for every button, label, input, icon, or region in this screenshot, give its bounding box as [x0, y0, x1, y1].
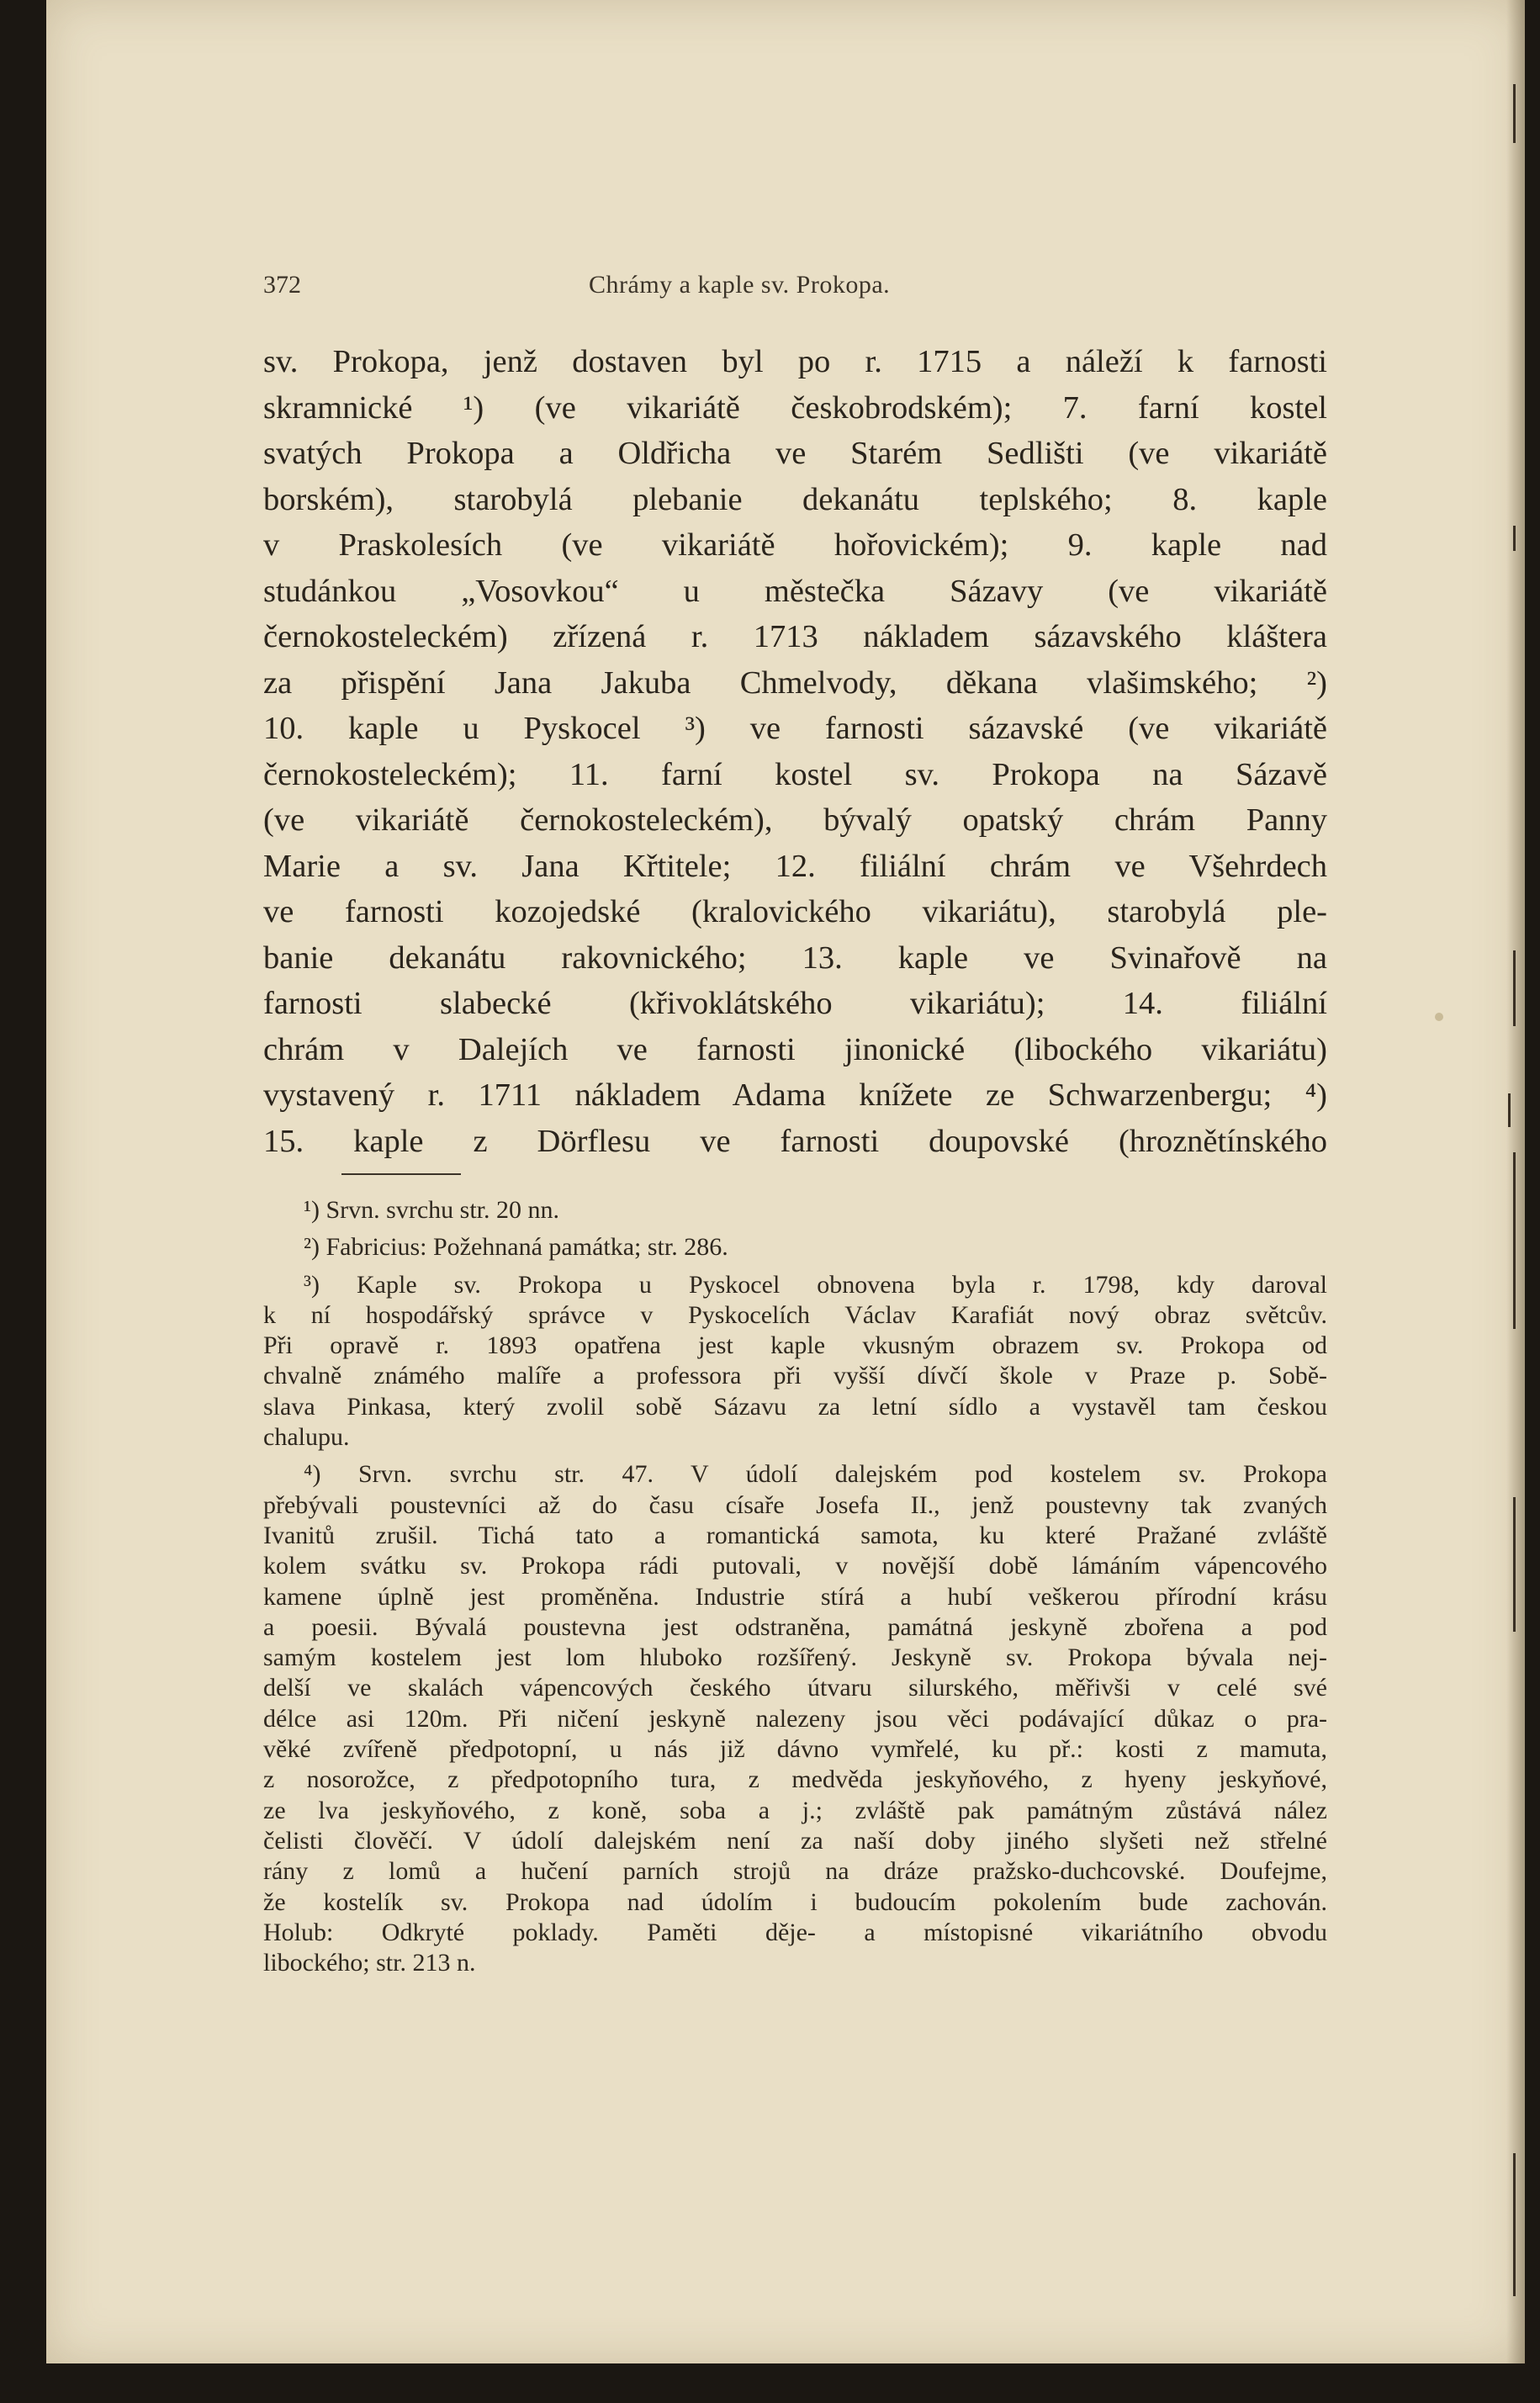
footnotes [263, 1195, 1327, 1978]
text-line: ve farnosti kozojedské (kralovického vikariátu), starobylá ple- [263, 894, 1327, 929]
footnote-4-line: rány z lomů a hučení parních strojů na dráze pražsko-duchcovské. Doufejme, [263, 1857, 1327, 1886]
text-line: vystavený r. 1711 nákladem Adama knížete ze Schwarzenbergu; ⁴) [263, 1077, 1327, 1113]
text-line: (ve vikariátě černokosteleckém), bývalý opatský chrám Panny [263, 802, 1327, 838]
footnote-4-line: kamene úplně jest proměněna. Industrie stírá a hubí veškerou přírodní krásu [263, 1582, 1327, 1611]
footnote-4-line: delší ve skalách vápencových českého útvaru silurského, měřivši v celé své [263, 1674, 1327, 1702]
footnote-4-line: kolem svátku sv. Prokopa rádi putovali, v novější době lámáním vápencového [263, 1552, 1327, 1580]
footnote-2: ²) Fabricius: Požehnaná památka; str. 286. [304, 1233, 728, 1262]
text-line: černokosteleckém); 11. farní kostel sv. Prokopa na Sázavě [263, 756, 1327, 792]
text-line: banie dekanátu rakovnického; 13. kaple ve Svinařově na [263, 939, 1327, 976]
footnote-4-line: z nosorožce, z předpotopního tura, z medvěda jeskyňového, z hyeny jeskyňové, [263, 1765, 1327, 1794]
footnote-3: ³) Kaple sv. Prokopa u Pyskocel obnovena byla r. 1798, kdy daroval [304, 1270, 1327, 1299]
footnote-1: ¹) Srvn. svrchu str. 20 nn. [304, 1196, 559, 1224]
running-header [263, 271, 1323, 306]
text-line: Marie a sv. Jana Křtitele; 12. filiální chrám ve Všehrdech [263, 848, 1327, 884]
text-line: borském), starobylá plebanie dekanátu teplského; 8. kaple [263, 481, 1327, 517]
text-line: chrám v Dalejích ve farnosti jinonické (libockého vikariátu) [263, 1031, 1327, 1067]
text-line: svatých Prokopa a Oldřicha ve Starém Sedlišti (ve vikariátě [263, 436, 1327, 471]
footnote-4-line: samým kostelem jest lom hluboko rozšířený. Jeskyně sv. Prokopa bývala nej- [263, 1643, 1327, 1672]
text-line: v Praskolesích (ve vikariátě hořovickém); 9. kaple nad [263, 527, 1327, 563]
footnote-4: ⁴) Srvn. svrchu str. 47. V údolí dalejském pod kostelem sv. Prokopa [304, 1460, 1327, 1489]
footnote-4-line: přebývali poustevníci až do času císaře Josefa II., jenž poustevny tak zvaných [263, 1490, 1327, 1519]
footnote-3-line: Při opravě r. 1893 opatřena jest kaple vkusným obrazem sv. Prokopa od [263, 1331, 1327, 1360]
footnote-4-line: libockého; str. 213 n. [263, 1949, 476, 1977]
footnote-4-line: čelisti člověčí. V údolí dalejském není za naší doby jiného slyšeti než střelné [263, 1826, 1327, 1855]
text-line: za přispění Jana Jakuba Chmelvody, děkana vlašimského; ²) [263, 664, 1327, 701]
footnote-3-line: slava Pinkasa, který zvolil sobě Sázavu za letní sídlo a vystavěl tam českou [263, 1392, 1327, 1421]
footnote-4-line: délce asi 120m. Při ničení jeskyně nalezeny jsou věci podávající důkaz o pra- [263, 1704, 1327, 1733]
footnote-rule [341, 1173, 461, 1175]
footnote-4-line: Ivanitů zrušil. Tichá tato a romantická samota, ku které Pražané zvláště [263, 1521, 1327, 1549]
footnote-4-line: že kostelík sv. Prokopa nad údolím i budoucím pokolením bude zachován. [263, 1887, 1327, 1916]
text-line: 10. kaple u Pyskocel ³) ve farnosti sázavské (ve vikariátě [263, 711, 1327, 746]
footnote-3-line: chvalně známého malíře a professora při vyšší dívčí škole v Praze p. Sobě- [263, 1362, 1327, 1390]
text-line: černokosteleckém) zřízená r. 1713 nákladem sázavského kláštera [263, 619, 1327, 654]
text-line: sv. Prokopa, jenž dostaven byl po r. 1715 a náleží k farnosti [263, 344, 1327, 379]
footnote-4-line: ze lva jeskyňového, z koně, soba a j.; zvláště pak památným zůstává nález [263, 1796, 1327, 1824]
page-speck [1435, 1013, 1443, 1021]
footnote-4-line: a poesii. Bývalá poustevna jest odstraněna, památná jeskyně zbořena a pod [263, 1612, 1327, 1641]
footnote-3-line: chalupu. [263, 1423, 350, 1452]
footnote-4-line: Holub: Odkryté poklady. Paměti děje- a místopisné vikariátního obvodu [263, 1918, 1327, 1946]
running-title: Chrámy a kaple sv. Prokopa. [589, 271, 891, 299]
main-text [263, 339, 1327, 1164]
text-line: 15. kaple z Dörflesu ve farnosti doupovské (hroznětínského [263, 1123, 1327, 1159]
text-line: farnosti slabecké (křivoklátského vikariátu); 14. filiální [263, 986, 1327, 1021]
text-line: skramnické ¹) (ve vikariátě českobrodském); 7. farní kostel [263, 389, 1327, 426]
text-line: studánkou „Vosovkou“ u městečka Sázavy (ve vikariátě [263, 573, 1327, 609]
page-number: 372 [263, 271, 301, 299]
footnote-4-line: věké zvířeně předpotopní, u nás již dávno vymřelé, ku př.: kosti z mamuta, [263, 1735, 1327, 1764]
footnote-3-line: k ní hospodářský správce v Pyskocelích Václav Karafiát nový obraz světcův. [263, 1300, 1327, 1329]
page-edge-marks [1510, 67, 1530, 2296]
